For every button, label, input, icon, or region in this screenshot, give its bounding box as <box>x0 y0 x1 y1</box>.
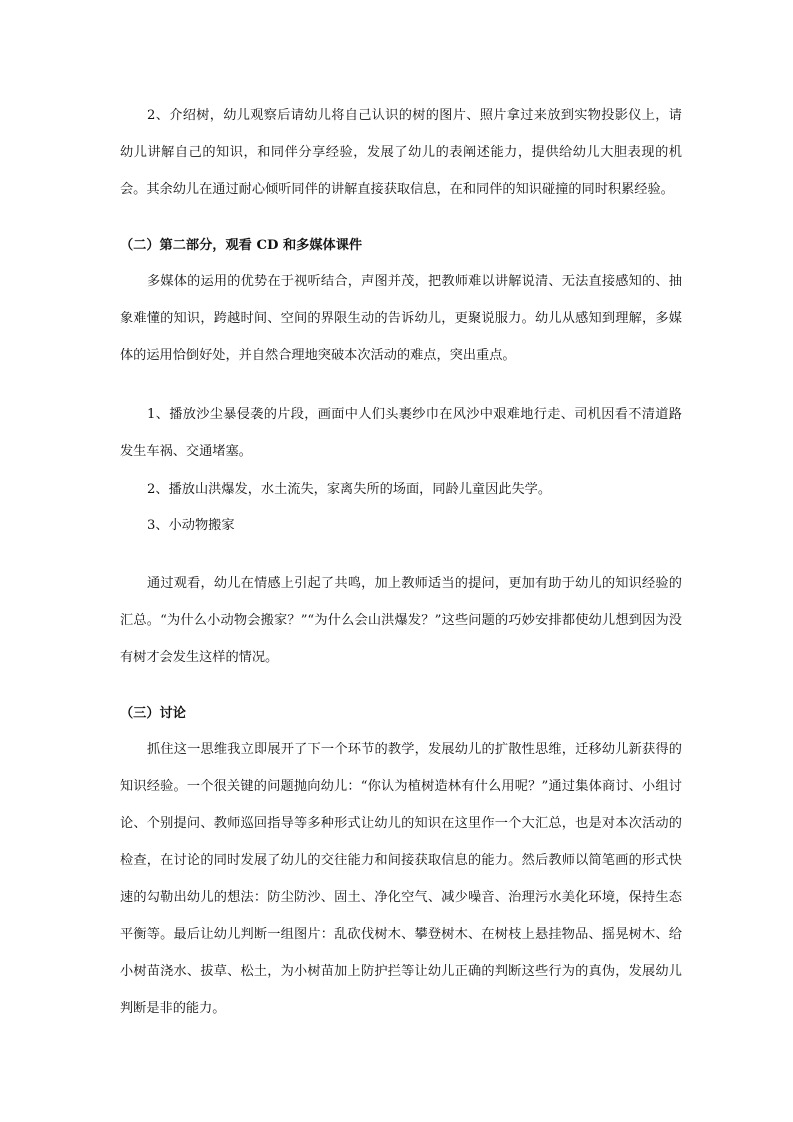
list-item-flood: 2、播放山洪爆发，水土流失，家离失所的场面，同龄儿童因此失学。 <box>147 482 552 497</box>
section-heading-part-two: （二）第二部分，观看 CD 和多媒体课件 <box>120 238 363 253</box>
paragraph-viewing-summary: 通过观看，幼儿在情感上引起了共鸣，加上教师适当的提问，更加有助于幼儿的知识经验的汇总。“为什么小动物会搬家？”“为什么会山洪爆发？”这些问题的巧妙安排都使幼儿想到因为没有树才会发生这样的情况。 <box>120 576 682 665</box>
paragraph-discussion: 抓住这一思维我立即展开了下一个环节的教学，发展幼儿的扩散性思维，迁移幼儿新获得的知识经验。一个很关键的问题抛向幼儿：“你认为植树造林有什么用呢？”通过集体商讨、小组讨论、个别提问、教师巡回指导等多种形式让幼儿的知识在这里作一个大汇总，也是对本次活动的检查，在讨论的同时发展了幼儿的交往能力和间接获取信息的能力。然后教师以简笔画的形式快速的勾勒出幼儿的想法：防尘防沙、固土、净化空气、减少噪音、治理污水美化环境，保持生态平衡等。最后让幼儿判断一组图片：乱砍伐树木、攀登树木、在树枝上悬挂物品、摇晃树木、给小树苗浇水、拔草、松土，为小树苗加上防护拦等让幼儿正确的判断这些行为的真伪，发展幼儿判断是非的能力。 <box>120 742 682 1016</box>
list-item-sandstorm: 1、播放沙尘暴侵袭的片段，画面中人们头裹纱巾在风沙中艰难地行走、司机因看不清道路发生车祸、交通堵塞。 <box>120 407 682 459</box>
paragraph-multimedia-advantages: 多媒体的运用的优势在于视听结合，声图并茂，把教师难以讲解说清、无法直接感知的、抽象难懂的知识，跨越时间、空间的界限生动的告诉幼儿，更聚说服力。幼儿从感知到理解，多媒体的运用恰倒好处，并自然合理地突破本次活动的难点，突出重点。 <box>120 274 682 363</box>
list-item-animals-moving: 3、小动物搬家 <box>147 518 235 533</box>
paragraph-introduce-trees: 2、介绍树，幼儿观察后请幼儿将自己认识的树的图片、照片拿过来放到实物投影仪上，请幼儿讲解自己的知识，和同伴分享经验，发展了幼儿的表阐述能力，提供给幼儿大胆表现的机会。其余幼儿在通过耐心倾听同伴的讲解直接获取信息，在和同伴的知识碰撞的同时积累经验。 <box>120 108 682 197</box>
section-heading-discussion: （三）讨论 <box>120 706 186 721</box>
